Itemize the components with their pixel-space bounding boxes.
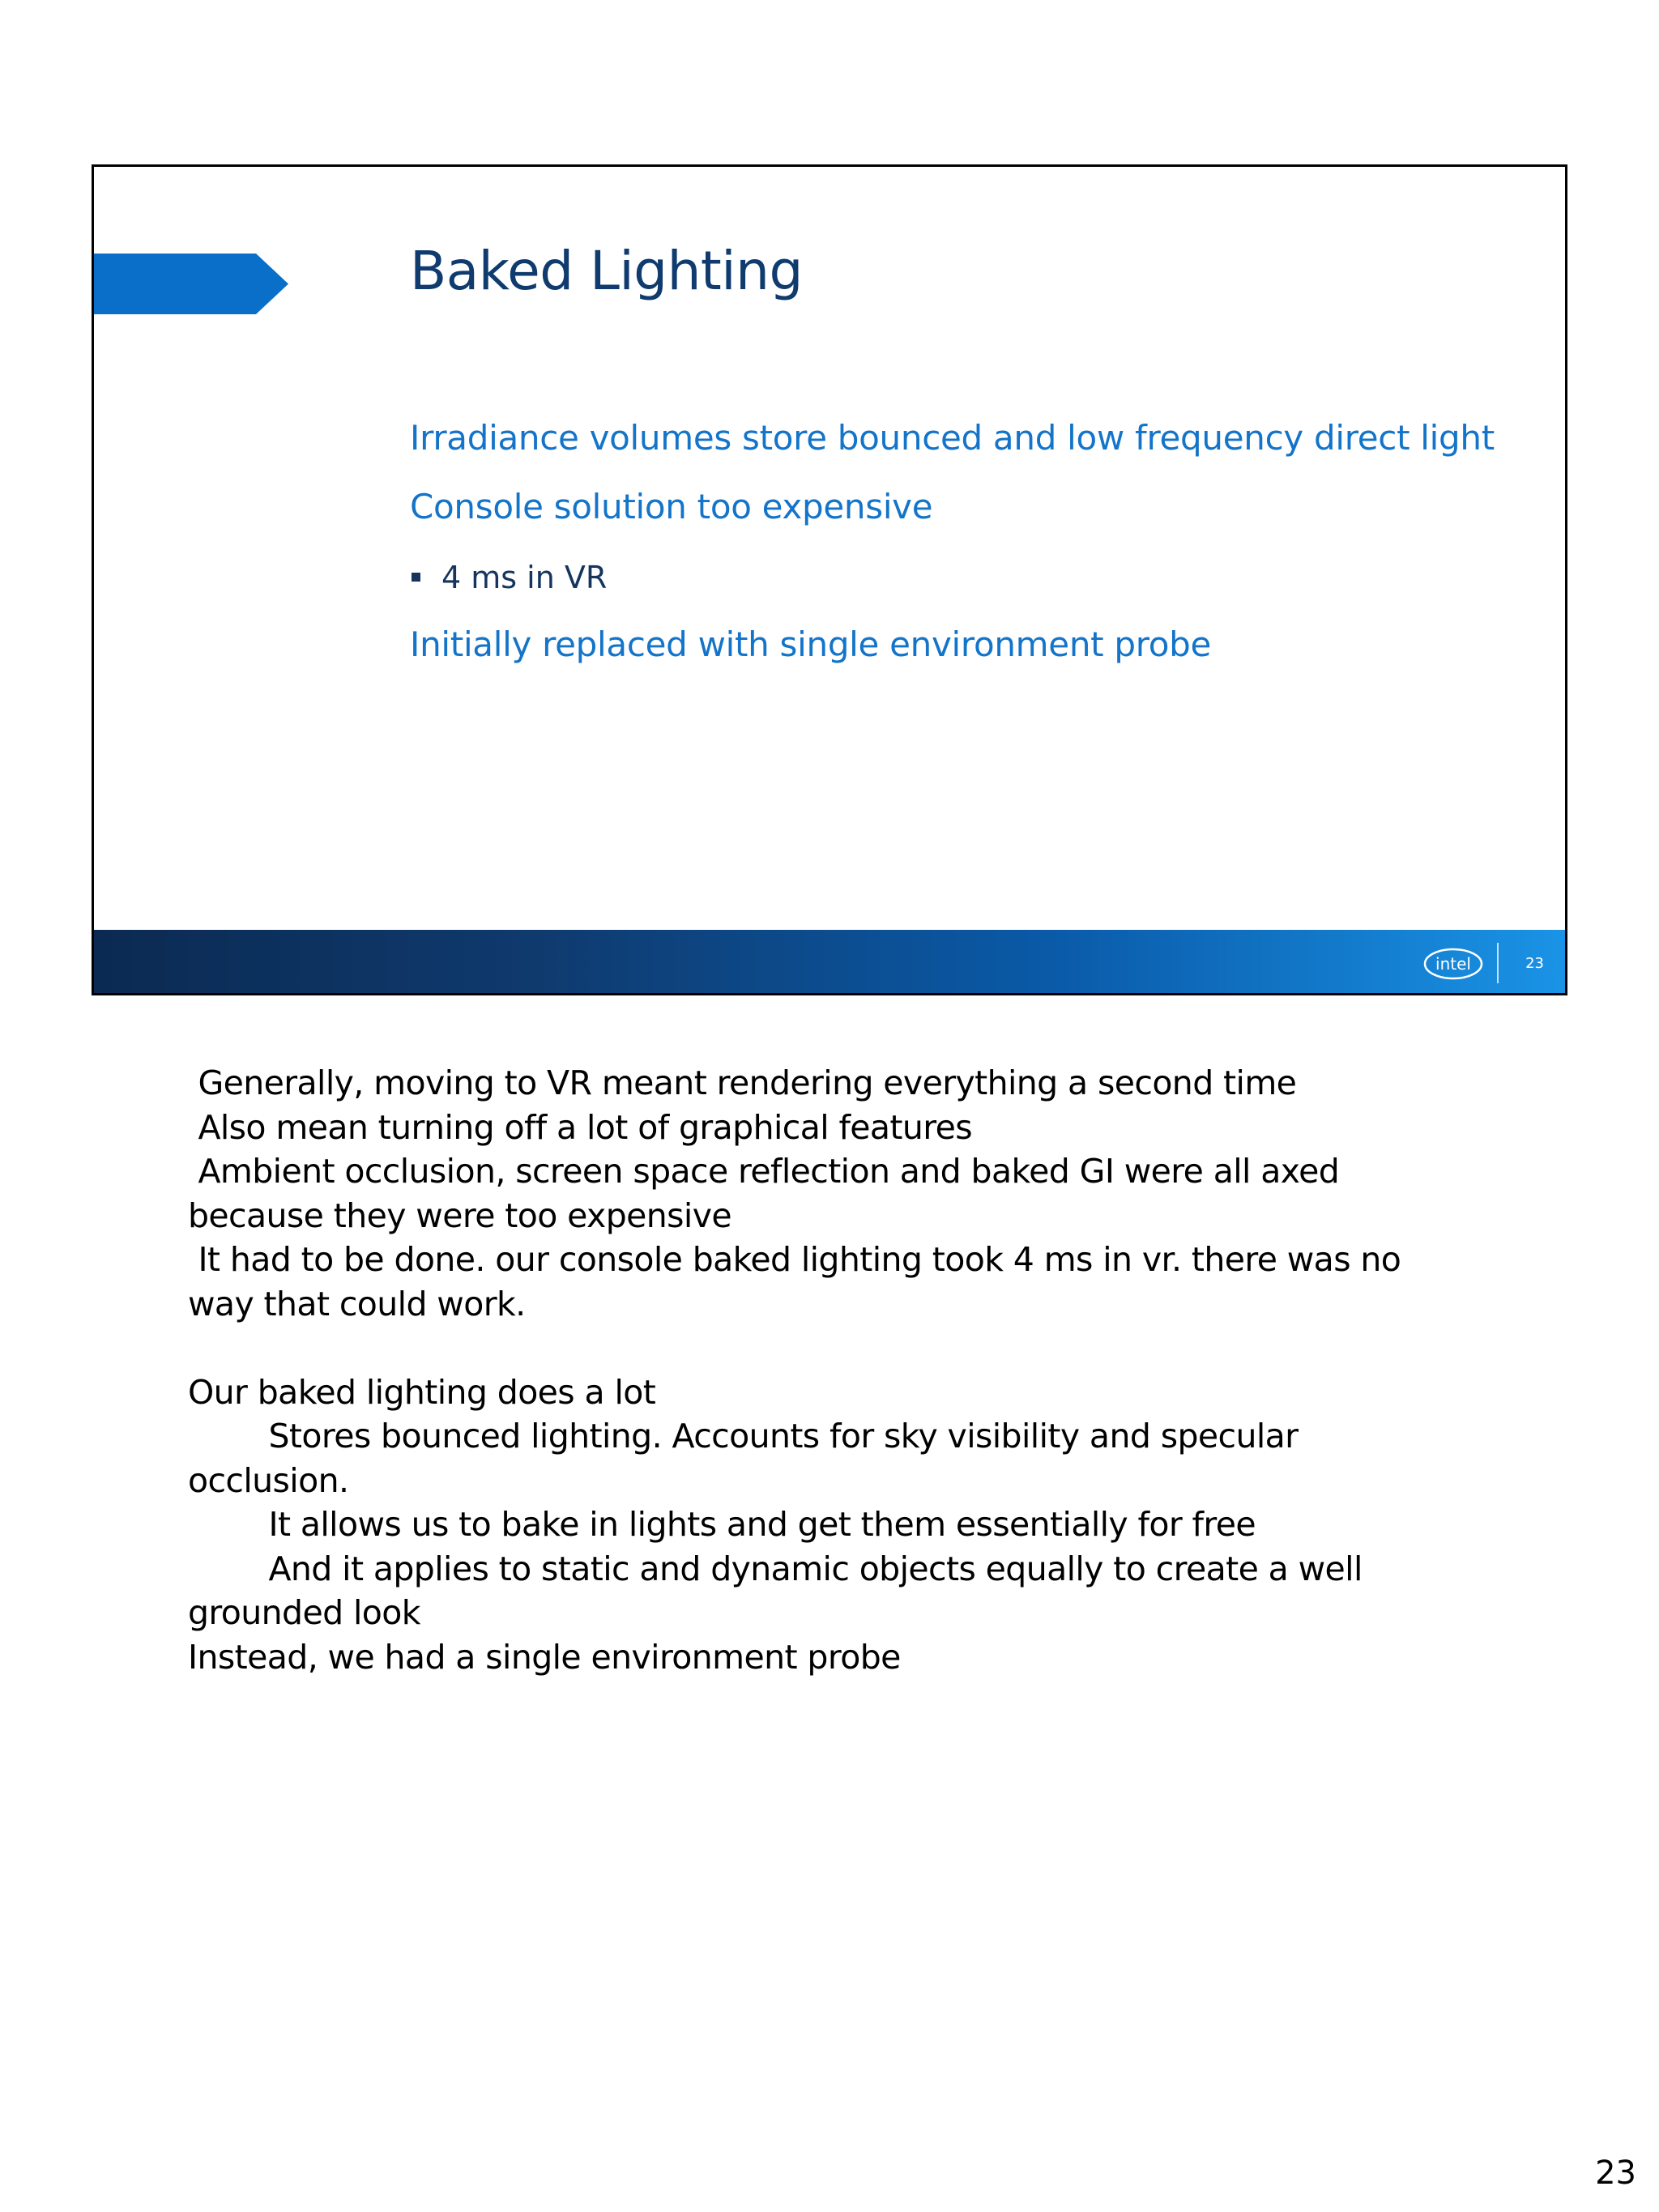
footer-divider xyxy=(1497,943,1499,983)
intel-logo-text: intel xyxy=(1435,954,1471,974)
slide-sub-bullet-text: 4 ms in VR xyxy=(441,560,608,595)
square-bullet-icon xyxy=(412,573,420,582)
page-number: 23 xyxy=(1595,2154,1636,2192)
slide-footer xyxy=(94,930,1565,993)
chevron-right-icon xyxy=(94,254,288,314)
slide-title: Baked Lighting xyxy=(410,240,803,302)
slide-bullet-2: Console solution too expensive xyxy=(410,487,933,526)
intel-logo-icon xyxy=(1422,946,1484,982)
slide-bullet-3: Initially replaced with single environment probe xyxy=(410,624,1212,664)
slide-sub-bullet xyxy=(410,560,607,595)
slide-number: 23 xyxy=(1525,955,1544,972)
speaker-notes: Generally, moving to VR meant rendering everything a second time Also mean turning off a lot of graphical features Ambient occlusion, screen space reflection and baked GI were all axed because they were too expensive It had to be done. our console baked lighting took 4 ms in vr. there was no way that could work. Our baked lighting does a lot Stores bounced lighting. Accounts for sky visibility and specular occlusion. It allows us to bake in lights and get them essentially for free And it applies to static and dynamic objects equally to create a well grounded look Instead, we had a single environment probe xyxy=(188,1063,1401,1677)
slide-bullet-1: Irradiance volumes store bounced and low frequency direct light xyxy=(410,418,1495,458)
slide xyxy=(92,164,1567,995)
